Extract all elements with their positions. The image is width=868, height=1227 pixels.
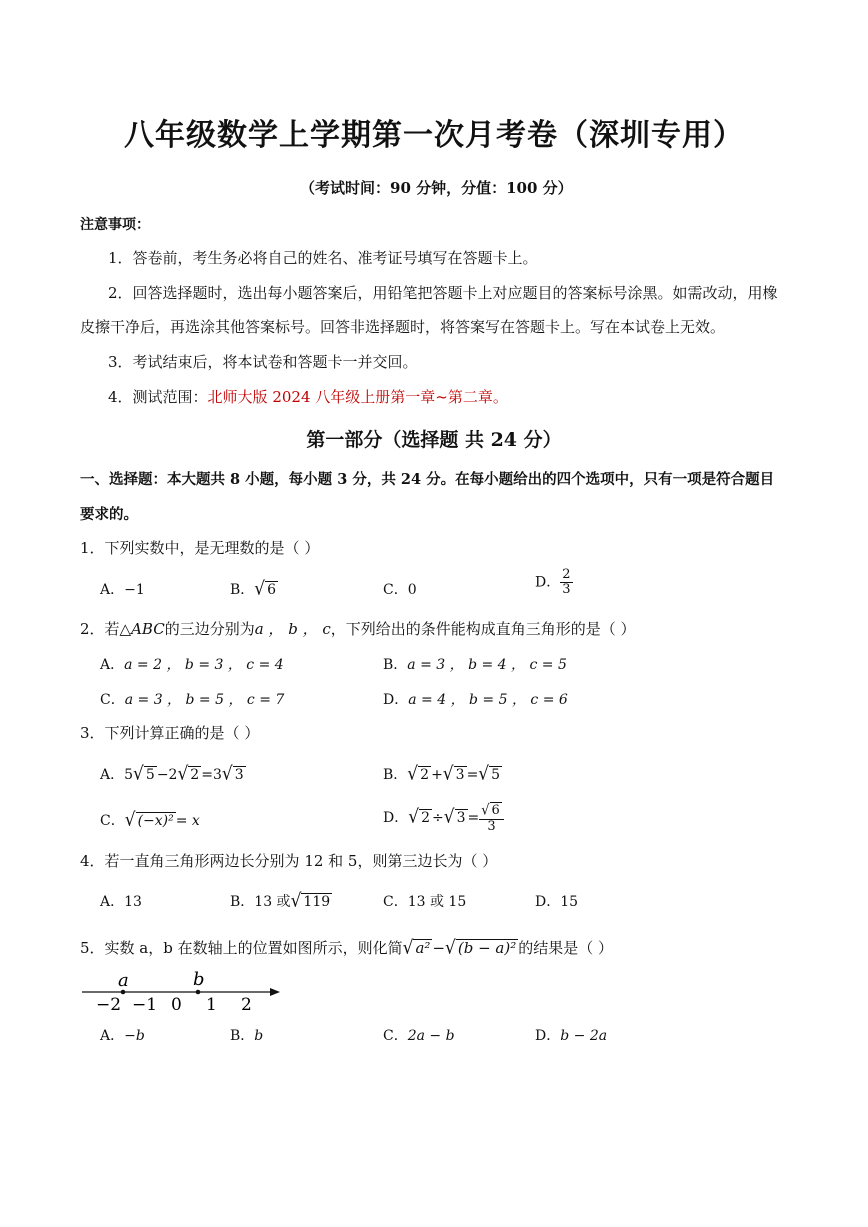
q4-stem: 4．若一直角三角形两边长分别为 12 和 5，则第三边长为（ ） (80, 852, 498, 870)
exam-info: （考试时间：90 分钟，分值：100 分） (300, 179, 573, 197)
q2-option-a: A．a = 2 ， b = 3 ， c = 4 (100, 657, 284, 673)
number-line (76, 968, 286, 1018)
tick-label: 0 (171, 995, 182, 1015)
note-item-2-line1: 2．回答选择题时，选出每小题答案后，用铅笔把答题卡上对应题目的答案标号涂黑。如需改动，用橡 (108, 284, 778, 302)
tick-label: −2 (96, 995, 122, 1015)
q1-stem: 1．下列实数中，是无理数的是（ ） (80, 539, 320, 557)
q2-stem: 2．若△ABC的三边分别为a ， b ， c，下列给出的条件能构成直角三角形的是（ ） (80, 620, 636, 638)
q3-stem: 3．下列计算正确的是（ ） (80, 724, 260, 742)
note-item-3: 3．考试结束后，将本试卷和答题卡一并交回。 (108, 353, 418, 371)
q3-option-c: C．√ (−x)² = x (100, 809, 200, 831)
q5-option-a: A．−b (100, 1028, 145, 1044)
q2-option-d: D．a = 4 ， b = 5 ， c = 6 (383, 692, 568, 708)
tick-label: −1 (132, 995, 158, 1015)
section-title: 第一部分（选择题 共 24 分） (306, 429, 562, 451)
q3-option-d: D．√ 2 ÷√ 3 = $\frac{√ 6}{3}$ (383, 802, 504, 834)
tick-label: 2 (241, 995, 252, 1015)
q3-option-b: B．√ 2 +√ 3 =√ 5 (383, 763, 501, 785)
q5-stem: 5．实数 a，b 在数轴上的位置如图所示，则化简√ a² −√ (b − a)² 的结果是（ ） (80, 937, 614, 959)
q5-option-c: C．2a − b (383, 1028, 455, 1044)
q3-option-a: A．5√ 5 −2√ 2 =3√ 3 (100, 763, 244, 785)
q4-option-a: A．13 (100, 894, 142, 910)
q5-option-d: D．b − 2a (535, 1028, 608, 1044)
q2-option-b: B．a = 3 ， b = 4 ， c = 5 (383, 657, 567, 673)
point-b-label: b (193, 969, 205, 990)
note-item-1: 1．答卷前，考生务必将自己的姓名、准考证号填写在答题卡上。 (108, 249, 538, 267)
q1-option-c: C．0 (383, 582, 417, 598)
q4-option-c: C．13 或 15 (383, 894, 467, 910)
q4-option-b: B．13 或√ 119 (230, 890, 331, 912)
q5-option-b: B．b (230, 1028, 264, 1044)
note-item-4 (108, 386, 508, 407)
notes-heading: 注意事项： (80, 217, 150, 233)
q1-option-b: B．√ 6 (230, 578, 277, 600)
section-instruction-line2: 要求的。 (80, 506, 138, 523)
q1-option-d: D． $\frac{2}{3}$ (535, 567, 571, 597)
page-title: 八年级数学上学期第一次月考卷（深圳专用） (124, 118, 744, 153)
tick-label: 1 (206, 995, 217, 1015)
section-instruction-line1: 一、选择题：本大题共 8 小题，每小题 3 分，共 24 分。在每小题给出的四个选项中，只有一项是符合题目 (80, 471, 775, 488)
q4-option-d: D．15 (535, 894, 579, 910)
point-b-dot (196, 990, 201, 995)
test-range: 北师大版 2024 八年级上册第一章~第二章。 (207, 388, 508, 406)
q1-option-a: A．−1 (100, 582, 145, 598)
point-a-label: a (118, 970, 129, 991)
q2-option-c: C．a = 3 ， b = 5 ， c = 7 (100, 692, 285, 708)
number-line-arrow (270, 988, 280, 996)
note-item-4-prefix: 4．测试范围： (108, 388, 208, 406)
note-item-2-line2: 皮擦干净后，再选涂其他答案标号。回答非选择题时，将答案写在答题卡上。写在本试卷上无效。 (80, 318, 726, 336)
